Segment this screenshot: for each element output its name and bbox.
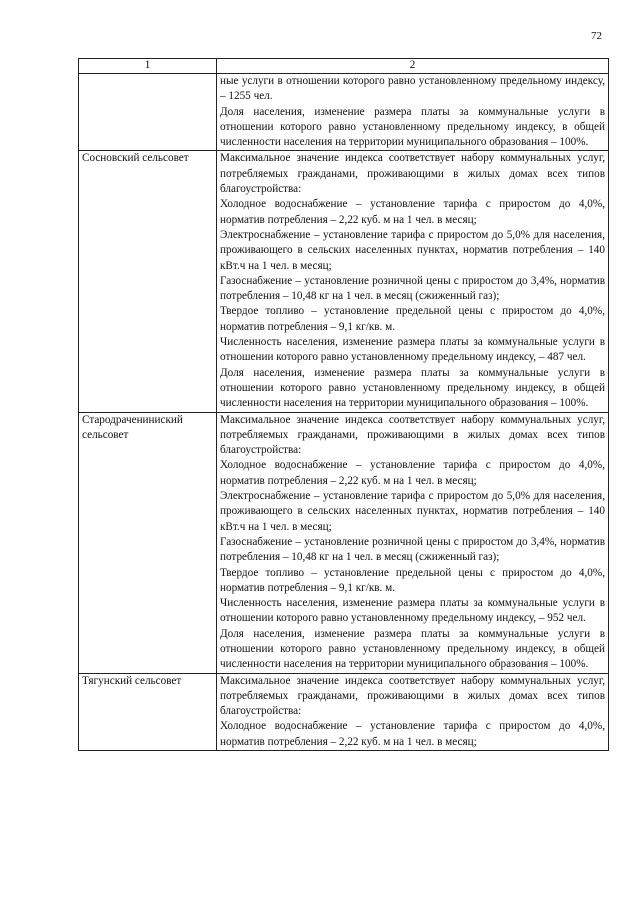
paragraph: Доля населения, изменение размера платы за коммунальные услуги в отношении которого равно установленному предельному индексу, в общей численности населения на территории муниципального образования – 100%. bbox=[220, 105, 605, 149]
paragraph: Твердое топливо – установление предельной цены с приростом до 4,0%, норматив потребления – 9,1 кг/кв. м. bbox=[220, 566, 605, 594]
paragraph: Газоснабжение – установление розничной цены с приростом до 3,4%, норматив потребления – 10,48 кг на 1 чел. в месяц (сжиженный газ); bbox=[220, 535, 605, 564]
paragraph: Численность населения, изменение размера платы за коммунальные услуги в отношении которого равно установленному предельному индексу, – 952 чел. bbox=[220, 597, 605, 625]
paragraph: Электроснабжение – установление тарифа с приростом до 5,0% для населения, проживающего в сельских населенных пунктах, норматив потребления – 140 кВт.ч на 1 чел. в месяц; bbox=[220, 490, 605, 533]
column-header-1: 1 bbox=[79, 59, 217, 74]
page-number: 72 bbox=[591, 30, 602, 42]
paragraph: Максимальное значение индекса соответствует набору коммунальных услуг, потребляемых гражданами, проживающими в жилых домах всех типов благоустройства: bbox=[220, 413, 605, 457]
paragraph: Доля населения, изменение размера платы за коммунальные услуги в отношении которого равно установленному предельному индексу, в общей численности населения на территории муниципального образования – 100%. bbox=[220, 627, 605, 671]
paragraph: Газоснабжение – установление розничной цены с приростом до 3,4%, норматив потребления – 10,48 кг на 1 чел. в месяц (сжиженный газ); bbox=[220, 274, 605, 303]
paragraph: Холодное водоснабжение – установление тарифа с приростом до 4,0%, норматив потребления – 2,22 куб. м на 1 чел. в месяц; bbox=[220, 720, 605, 748]
column-header-2: 2 bbox=[217, 59, 609, 74]
table-row bbox=[79, 412, 609, 673]
description-cell bbox=[217, 673, 609, 750]
municipality-cell: Стародрачениниский сельсовет bbox=[79, 412, 217, 673]
paragraph: ные услуги в отношении которого равно установленному предельному индексу, – 1255 чел. bbox=[220, 75, 605, 103]
municipality-cell: Тягунский сельсовет bbox=[79, 673, 217, 750]
table-row bbox=[79, 74, 609, 151]
description-cell bbox=[217, 74, 609, 151]
paragraph: Максимальное значение индекса соответствует набору коммунальных услуг, потребляемых гражданами, проживающими в жилых домах всех типов благоустройства: bbox=[220, 152, 605, 196]
indicator-table bbox=[78, 58, 609, 751]
paragraph: Максимальное значение индекса соответствует набору коммунальных услуг, потребляемых гражданами, проживающими в жилых домах всех типов благоустройства: bbox=[220, 674, 605, 718]
paragraph: Электроснабжение – установление тарифа с приростом до 5,0% для населения, проживающего в сельских населенных пунктах, норматив потребления – 140 кВт.ч на 1 чел. в месяц; bbox=[220, 228, 605, 272]
paragraph: Холодное водоснабжение – установление тарифа с приростом до 4,0%, норматив потребления – 2,22 куб. м на 1 чел. в месяц; bbox=[220, 198, 605, 226]
table-header-row bbox=[79, 59, 609, 74]
paragraph: Численность населения, изменение размера платы за коммунальные услуги в отношении которого равно установленному предельному индексу, – 487 чел. bbox=[220, 336, 605, 364]
table-row bbox=[79, 673, 609, 750]
description-cell bbox=[217, 412, 609, 673]
municipality-cell: Сосновский сельсовет bbox=[79, 151, 217, 412]
table-row bbox=[79, 151, 609, 412]
paragraph: Твердое топливо – установление предельной цены с приростом до 4,0%, норматив потребления – 9,1 кг/кв. м. bbox=[220, 305, 605, 333]
municipality-cell bbox=[79, 74, 217, 151]
description-cell bbox=[217, 151, 609, 412]
paragraph: Холодное водоснабжение – установление тарифа с приростом до 4,0%, норматив потребления – 2,22 куб. м на 1 чел. в месяц; bbox=[220, 459, 605, 487]
paragraph: Доля населения, изменение размера платы за коммунальные услуги в отношении которого равно установленному предельному индексу, в общей численности населения на территории муниципального образования – 100%. bbox=[220, 366, 605, 410]
